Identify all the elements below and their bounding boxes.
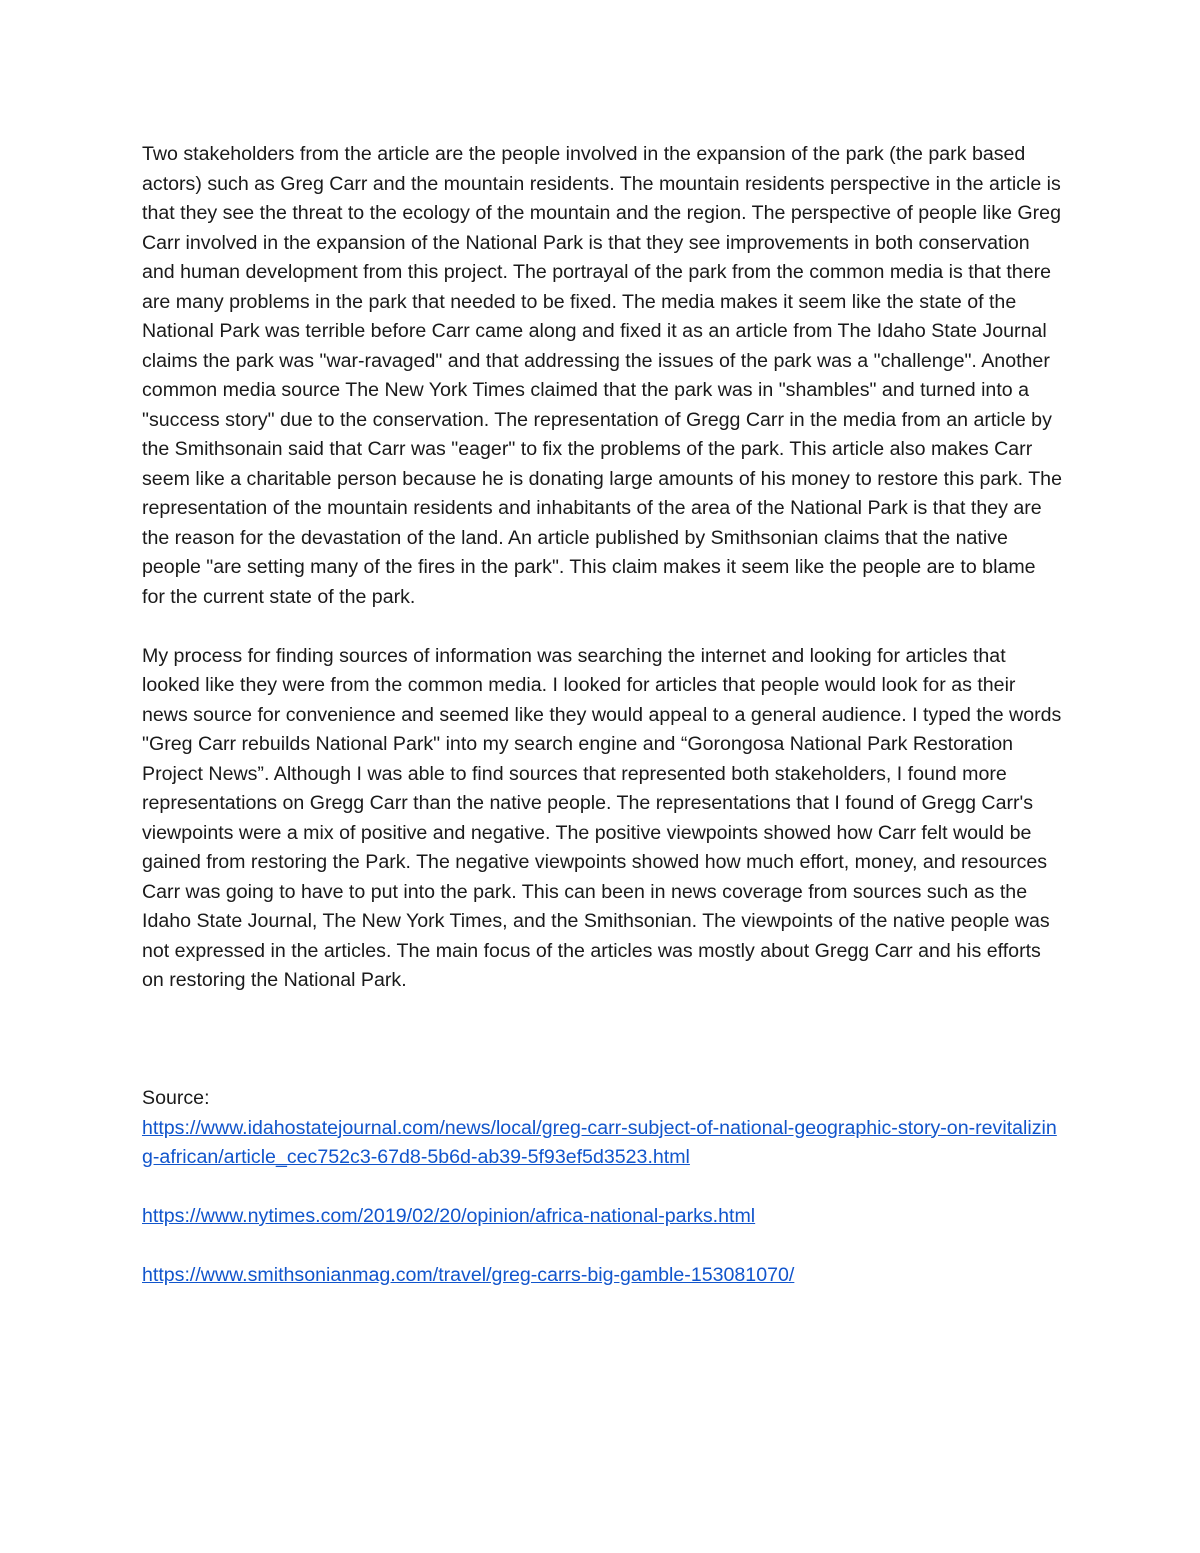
source-link-smithsonian[interactable]: https://www.smithsonianmag.com/travel/greg-carrs-big-gamble-153081070/ [142,1264,795,1286]
paragraph-stakeholders: Two stakeholders from the article are the people involved in the expansion of the park (the park based actors) such as Greg Carr and the mountain residents. The mountain residents perspective in the article is that they see the threat to the ecology of the mountain and the region. The perspective of people like Greg Carr involved in the expansion of the National Park is that they see improvements in both conservation and human development from this project. The portrayal of the park from the common media is that there are many problems in the park that needed to be fixed. The media makes it seem like the state of the National Park was terrible before Carr came along and fixed it as an article from The Idaho State Journal claims the park was "war-ravaged" and that addressing the issues of the park was a "challenge". Another common media source The New York Times claimed that the park was in "shambles" and turned into a "success story" due to the conservation. The representation of Gregg Carr in the media from an article by the Smithsonain said that Carr was "eager" to fix the problems of the park. This article also makes Carr seem like a charitable person because he is donating large amounts of his money to restore this park. The representation of the mountain residents and inhabitants of the area of the National Park is that they are the reason for the devastation of the land. An article published by Smithsonian claims that the native people "are setting many of the fires in the park". This claim makes it seem like the people are to blame for the current state of the park. [142,143,1062,608]
source-link-nytimes[interactable]: https://www.nytimes.com/2019/02/20/opinion/africa-national-parks.html [142,1205,756,1227]
link-spacer [142,1232,1062,1262]
source-link-idaho-state-journal[interactable]: https://www.idahostatejournal.com/news/local/greg-carr-subject-of-national-geographic-story-on-revitalizing-african/article_cec752c3-67d8-5b6d-ab39-5f93ef5d3523.html [142,1116,1057,1168]
paragraph-spacer [142,612,1062,642]
paragraph-process: My process for finding sources of information was searching the internet and looking for articles that looked like they were from the common media. I looked for articles that people would look for as their news source for convenience and seemed like they would appeal to a general audience. I typed the words "Greg Carr rebuilds National Park" into my search engine and “Gorongosa National Park Restoration Project News”. Although I was able to find sources that represented both stakeholders, I found more representations on Gregg Carr than the native people. The representations that I found of Gregg Carr's viewpoints were a mix of positive and negative. The positive viewpoints showed how Carr felt would be gained from restoring the Park. The negative viewpoints showed how much effort, money, and resources Carr was going to have to put into the park. This can been in news coverage from sources such as the Idaho State Journal, The New York Times, and the Smithsonian. The viewpoints of the native people was not expressed in the articles. The main focus of the articles was mostly about Gregg Carr and his efforts on restoring the National Park. [142,644,1062,991]
link-spacer [142,1173,1062,1203]
sources-label: Source: [142,1087,210,1109]
section-spacer [142,996,1062,1085]
document-page [142,140,1062,1291]
